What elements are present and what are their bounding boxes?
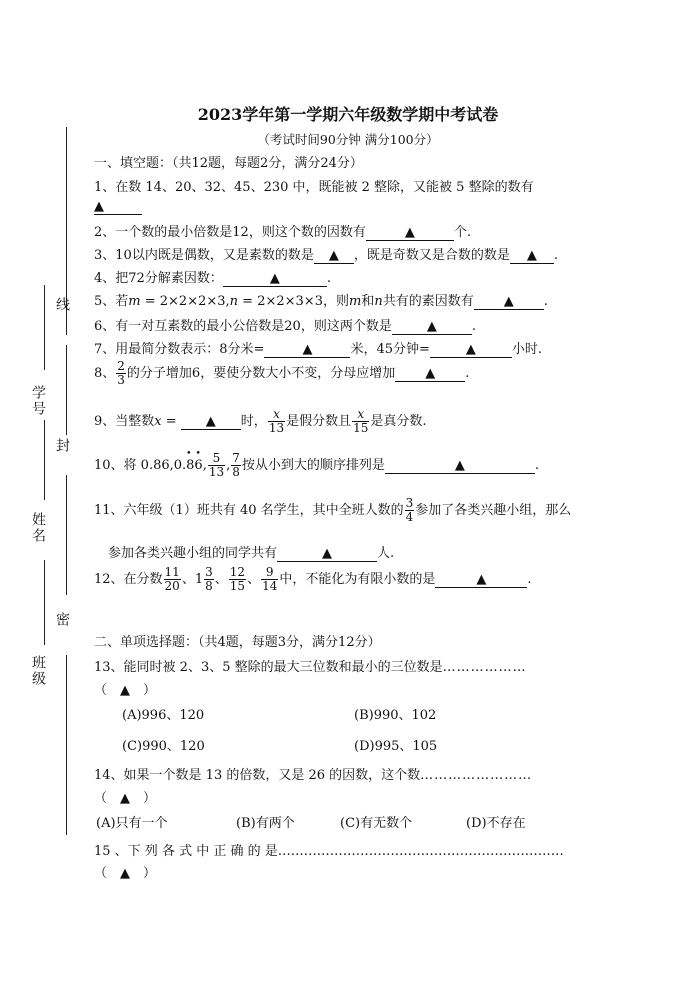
q15-answer: （ ▲ ） [94,866,156,881]
q3-blank-2: ▲ [510,249,554,264]
class-label: 班级 [30,655,46,687]
question-1-answer [94,199,142,215]
q11-fraction [405,497,415,524]
q7-suffix: 小时. [511,342,543,357]
binding-mark-line: 线 [54,297,70,313]
q3-mid: ，既是奇数又是合数的数是 [353,248,510,263]
student-id-blank [44,285,45,370]
section1-heading: 一、填空题：（共12题，每题2分，满分24分） [94,156,363,171]
q10-suffix: . [534,458,540,473]
q15-text: 15 、下 列 各 式 中 正 确 的 是 [94,844,278,859]
q10-comma-1: , [202,458,207,473]
q13-option-b[interactable]: (B)990、102 [354,708,437,723]
q4-suffix: . [326,271,331,286]
q12-fraction-2 [204,566,214,593]
question-11-continued [108,542,394,562]
question-13 [94,656,527,675]
question-5 [94,290,548,310]
q9-equals: = [161,414,181,429]
q2-text: 2、一个数的最小倍数是12，则这个数的因数有 [94,225,366,240]
q12-f1-num: 11 [164,565,180,579]
q8-text: 的分子增加6，要使分数大小不变，分母应增加 [126,366,396,381]
q10-f1-num: 5 [208,452,225,466]
q10-fraction-1 [208,452,225,479]
q3-suffix: . [553,248,558,263]
q11-text-tail: 参加了各类兴趣小组，那么 [415,503,572,518]
binding-line-lower [66,475,67,595]
q5-var-n2: n [374,294,383,309]
q10-blank: ▲ [385,459,535,474]
question-15 [94,840,564,859]
q12-fraction-3 [229,566,246,593]
section2-heading: 二、单项选择题：（共4题，每题3分，满分12分） [94,635,381,650]
q9-text: 9、当整数 [94,414,155,429]
q5-suffix: . [543,294,548,309]
q12-blank: ▲ [435,573,527,588]
q10-f2-den: 8 [232,465,240,479]
q10-comma-2: , [226,458,231,473]
page-subtitle: （考试时间90分钟 满分100分） [257,132,439,147]
q12-fraction-4 [261,566,278,593]
q9-f2-den: 15 [353,421,369,435]
name-label: 姓名 [30,512,46,544]
q8-numerator: 2 [117,359,125,373]
binding-line-mid [66,345,67,435]
q12-sep-3: 、 [247,572,261,587]
q10-repeating [186,449,205,473]
question-3 [94,244,558,264]
q12-sep-1: 、 [181,572,195,587]
q9-fraction-2 [352,408,369,435]
q5-var-m: m [128,294,141,309]
question-14 [94,764,532,783]
q11-text: 11、六年级（1）班共有 40 名学生，其中全班人数的 [94,503,404,518]
q11-num: 3 [405,496,414,510]
q12-text: 12、在分数 [94,572,163,587]
q4-text: 4、把72分解素因数： [94,271,223,286]
q12-f4-den: 14 [262,579,278,593]
question-4 [94,267,331,287]
q12-sep-2: 、 [214,572,228,587]
q5-m-value: = 2×2×2×3, [140,294,230,309]
q7-mid: 米，45分钟= [350,342,430,357]
q5-tail: 共有的素因数有 [382,294,474,309]
question-12 [94,566,532,593]
q14-option-a[interactable]: (A)只有一个 [96,816,168,831]
binding-mark-envelope: 封 [54,438,70,454]
q12-f4-num: 9 [261,566,278,580]
q1-blank: ▲ [94,200,142,215]
q12-suffix: . [527,572,532,587]
q9-mid: 是假分数且 [286,414,352,429]
q12-instruction: 中，不能化为有限小数的是 [279,572,436,587]
binding-mark-seal: 密 [54,612,70,628]
q10-fraction-2 [231,452,241,479]
q6-suffix: . [471,319,476,334]
q14-dots: …………………… [420,768,533,783]
question-1 [94,176,534,195]
q3-blank-1: ▲ [314,249,354,264]
page-title: 2023学年第一学期六年级数学期中考试卷 [197,105,499,124]
q14-option-b[interactable]: (B)有两个 [236,816,295,831]
question-6 [94,315,476,335]
q11-line2: 参加各类兴趣小组的同学共有 [108,546,278,561]
q13-option-a[interactable]: (A)996、120 [122,708,205,723]
q15-dots: ………………………………………………………… [277,844,564,859]
q10-f1-den: 13 [208,465,225,479]
q5-blank: ▲ [474,295,544,310]
q9-suffix: 是真分数. [370,414,427,429]
q8-suffix: . [465,366,470,381]
q5-and: 和 [361,294,375,309]
q9-when: 时， [240,414,267,429]
q10-repeat-dots: •• [186,449,205,459]
q13-option-d[interactable]: (D)995、105 [354,739,438,754]
q10-text: 10、将 0.86,0. [94,458,187,473]
q14-option-d[interactable]: (D)不存在 [466,816,526,831]
q1-text: 1、在数 14、20、32、45、230 中，既能被 2 整除，又能被 5 整除的数有 [94,180,534,195]
q11-den: 4 [405,510,414,524]
question-11 [94,497,571,524]
name-blank [44,420,45,500]
q10-f2-num: 7 [232,451,240,465]
q12-mixed-number [195,566,215,593]
q3-text: 3、10以内既是偶数，又是素数的数是 [94,248,314,263]
question-10 [94,449,540,479]
q9-fraction-1 [268,408,285,435]
q9-blank: ▲ [181,415,241,430]
q12-f2-num: 3 [205,565,213,579]
binding-line-bottom [66,655,67,835]
q8-number: 8、 [94,366,116,381]
q9-f2-num: x [352,408,369,422]
q7-blank-1: ▲ [264,343,350,358]
q11-blank: ▲ [277,547,377,562]
class-blank [44,560,45,645]
q5-text: 5、若 [94,294,129,309]
q13-dots: ……………… [442,660,527,675]
q9-f1-num: x [268,408,285,422]
q14-text: 14、如果一个数是 13 的倍数，又是 26 的因数，这个数 [94,768,421,783]
q12-whole: 1 [194,572,204,587]
q12-fraction-1 [164,566,181,593]
q9-f1-den: 13 [268,421,285,435]
question-9 [94,408,427,435]
question-2 [94,221,471,241]
question-8 [94,360,469,387]
q12-f2-den: 8 [205,579,213,593]
q6-text: 6、有一对互素数的最小公倍数是20，则这两个数是 [94,319,392,334]
q5-var-n: n [229,294,239,309]
q2-blank: ▲ [366,226,454,241]
q5-n-value: = 2×2×3×3，则 [238,294,349,309]
q7-blank-2: ▲ [430,343,512,358]
student-id-label: 学号 [30,385,46,417]
q7-text: 7、用最简分数表示：8分米= [94,342,265,357]
q2-suffix: 个. [453,225,471,240]
q5-var-m2: m [348,294,362,309]
q8-fraction [116,360,126,387]
q6-blank: ▲ [392,320,472,335]
q13-text: 13、能同时被 2、3、5 整除的最大三位数和最小的三位数是 [94,660,443,675]
q8-blank: ▲ [395,367,465,382]
q14-option-c[interactable]: (C)有无数个 [340,816,413,831]
q10-repeat-digits: 86 [186,458,203,473]
q12-f1-den: 20 [164,579,180,593]
q13-option-c[interactable]: (C)990、120 [122,739,205,754]
q12-f3-num: 12 [229,565,246,579]
q13-answer: （ ▲ ） [94,683,156,698]
question-7 [94,338,542,358]
q8-denominator: 3 [117,373,125,387]
q14-answer: （ ▲ ） [94,791,156,806]
q4-blank: ▲ [223,272,327,287]
q11-suffix: 人. [377,546,395,561]
q12-f3-den: 15 [229,579,246,593]
q9-var-x: x [154,414,162,429]
q10-instruction: 按从小到大的顺序排列是 [241,458,385,473]
